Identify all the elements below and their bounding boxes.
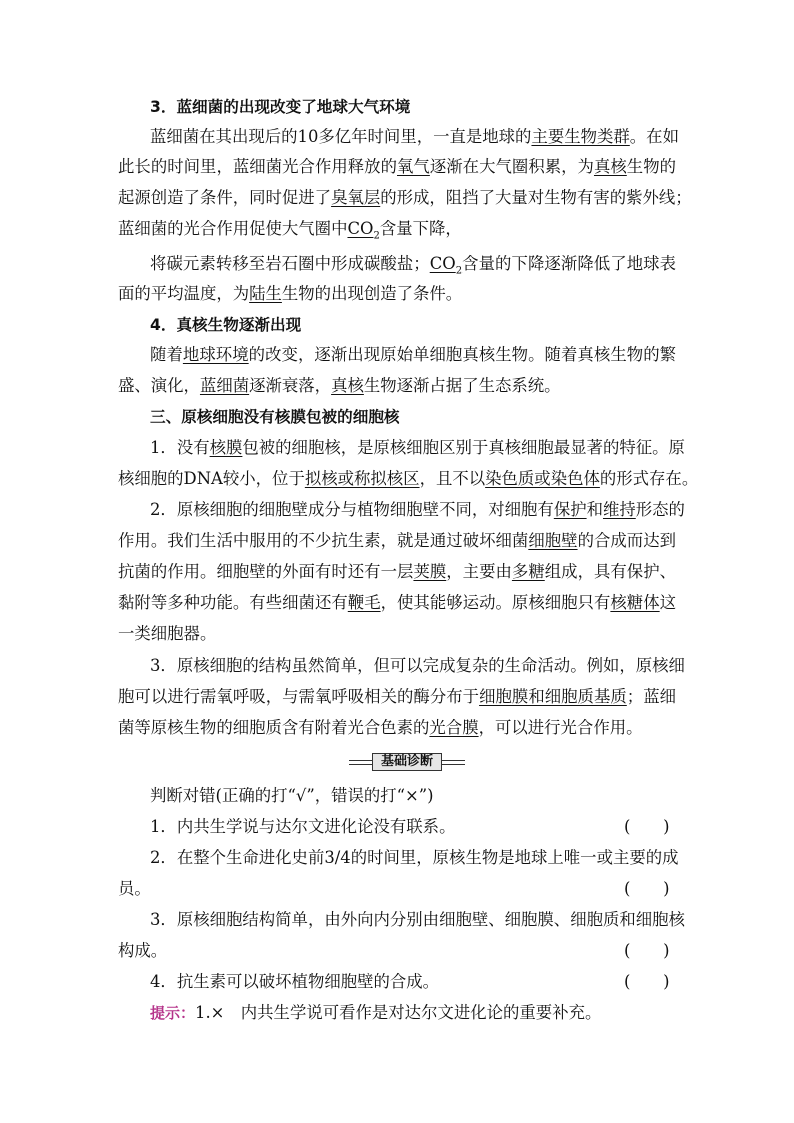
paragraph-line: 抗菌的作用。细胞壁的外面有时还有一层荚膜，主要由多糖组成，具有保护、 [118,562,677,581]
question-3-cont: 构成。 [118,941,168,960]
paragraph-line: 将碳元素转移至岩石圈中形成碳酸盐；$CO_2$含量的下降逐渐降低了地球表 [150,254,677,277]
section-banner [349,752,465,772]
section-4-heading: 4．真核生物逐渐出现 [150,316,302,334]
paragraph-line: 蓝细菌的光合作用促使大气圈中$CO_2$含量下降， [118,219,462,242]
answer-bracket-4: ( ) [624,972,670,991]
question-2-cont: 员。 [118,879,151,898]
part-3-heading: 三、原核细胞没有核膜包被的细胞核 [150,408,400,426]
paragraph-line: 蓝细菌在其出现后的10多亿年时间里，一直是地球的主要生物类群。在如 [150,127,679,146]
hint-text: 1.× 内共生学说可看作是对达尔文进化论的重要补充。 [195,1003,602,1022]
hint-label: 提示： [150,1004,196,1022]
answer-bracket-2: ( ) [624,879,670,898]
question-1: 1．内共生学说与达尔文进化论没有联系。 [150,817,456,836]
section-3-heading: 3．蓝细菌的出现改变了地球大气环境 [150,98,411,116]
question-3: 3．原核细胞结构简单，由外向内分别由细胞壁、细胞膜、细胞质和细胞核 [150,910,685,929]
paragraph-line: 1．没有核膜包被的细胞核，是原核细胞区别于真核细胞最显著的特征。原 [150,438,685,457]
paragraph-line: 作用。我们生活中服用的不少抗生素，就是通过破坏细菌细胞壁的合成而达到 [118,531,677,550]
question-4: 4．抗生素可以破坏植物细胞壁的合成。 [150,972,440,991]
hint-line [150,1000,650,1026]
judge-instruction: 判断对错(正确的打“√”，错误的打“×”) [150,786,434,805]
answer-bracket-1: ( ) [624,817,670,836]
paragraph-line: 此长的时间里，蓝细菌光合作用释放的氧气逐渐在大气圈积累，为真核生物的 [118,157,677,176]
paragraph-line: 随着地球环境的改变，逐渐出现原始单细胞真核生物。随着真核生物的繁 [150,345,677,364]
answer-bracket-3: ( ) [624,941,670,960]
banner-label: 基础诊断 [372,753,442,771]
paragraph-line: 3．原核细胞的结构虽然简单，但可以完成复杂的生命活动。例如，原核细 [150,656,685,675]
paragraph-line: 菌等原核生物的细胞质含有附着光合色素的光合膜，可以进行光合作用。 [118,718,643,737]
paragraph-line: 黏附等多种功能。有些细菌还有鞭毛，使其能够运动。原核细胞只有核糖体这 [118,593,677,612]
banner-rule-right [442,760,465,765]
paragraph-line: 起源创造了条件，同时促进了臭氧层的形成，阻挡了大量对生物有害的紫外线； [118,188,692,207]
paragraph-line: 胞可以进行需氧呼吸，与需氧呼吸相关的酶分布于细胞膜和细胞质基质；蓝细 [118,687,677,706]
paragraph-line: 面的平均温度，为陆生生物的出现创造了条件。 [118,284,463,303]
paragraph-line: 盛、演化，蓝细菌逐渐衰落，真核生物逐渐占据了生态系统。 [118,376,561,395]
paragraph-line: 一类细胞器。 [118,624,217,643]
paragraph-line: 2．原核细胞的细胞壁成分与植物细胞壁不同，对细胞有保护和维持形态的 [150,500,685,519]
question-2: 2．在整个生命进化史前3/4的时间里，原核生物是地球上唯一或主要的成 [150,848,679,867]
paragraph-line: 核细胞的DNA较小，位于拟核或称拟核区，且不以染色质或染色体的形式存在。 [118,469,699,488]
banner-rule-left [349,760,372,765]
